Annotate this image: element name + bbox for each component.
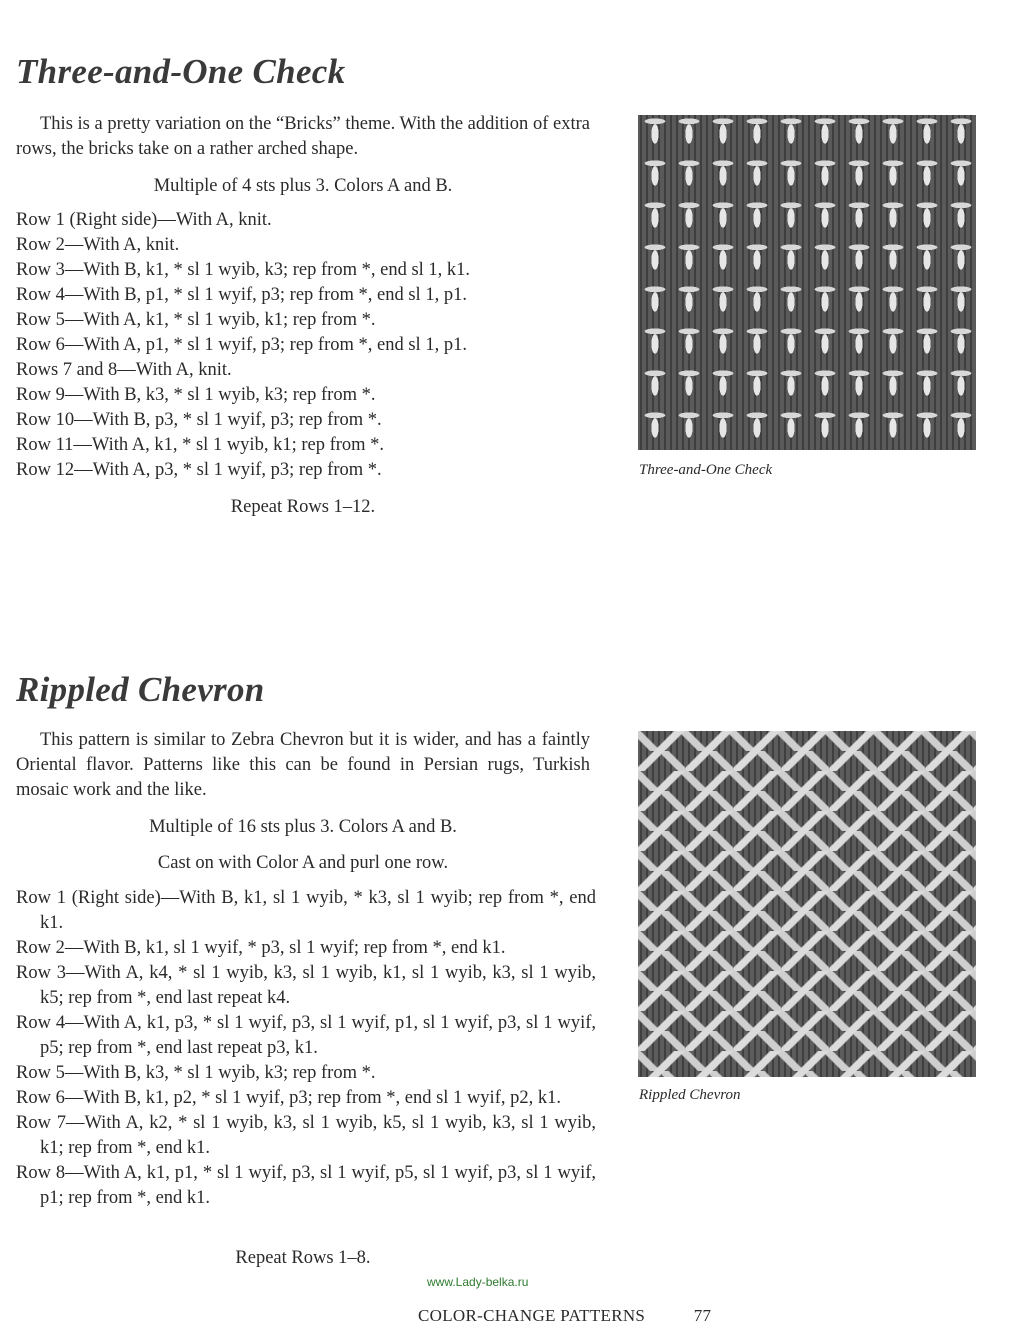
pattern-rows — [16, 886, 596, 1211]
pattern-title: Three-and-One Check — [16, 52, 346, 91]
row-instruction: Row 2—With A, knit. — [16, 235, 180, 255]
row-instruction: Row 3—With A, k4, * sl 1 wyib, k3, sl 1 wyib, k1, sl 1 wyib, k3, sl 1 wyib, k5; rep from *, end last repeat k4. — [16, 963, 596, 1008]
knit-swatch-photo — [638, 731, 976, 1077]
row-instruction: Row 2—With B, k1, sl 1 wyif, * p3, sl 1 wyif; rep from *, end k1. — [16, 938, 506, 958]
row-instruction: Row 8—With A, k1, p1, * sl 1 wyif, p3, sl 1 wyif, p5, sl 1 wyif, p3, sl 1 wyif, p1; rep from *, end k1. — [16, 1163, 596, 1208]
row-instruction: Row 5—With A, k1, * sl 1 wyib, k1; rep from *. — [16, 310, 376, 330]
pattern-repeat: Repeat Rows 1–12. — [230, 497, 376, 517]
row-instruction: Row 4—With B, p1, * sl 1 wyif, p3; rep from *, end sl 1, p1. — [16, 285, 467, 305]
row-instruction: Row 9—With B, k3, * sl 1 wyib, k3; rep from *. — [16, 385, 376, 405]
row-instruction: Row 11—With A, k1, * sl 1 wyib, k1; rep from *. — [16, 435, 385, 455]
pattern-cast-on: Cast on with Color A and purl one row. — [157, 853, 449, 873]
pattern-multiple: Multiple of 4 sts plus 3. Colors A and B. — [153, 176, 453, 196]
row-instruction: Row 10—With B, p3, * sl 1 wyif, p3; rep from *. — [16, 410, 382, 430]
knit-swatch-photo — [638, 115, 976, 450]
running-footer-section: COLOR-CHANGE PATTERNS — [418, 1306, 646, 1325]
row-instruction: Row 6—With B, k1, p2, * sl 1 wyif, p3; rep from *, end sl 1 wyif, p2, k1. — [16, 1088, 561, 1108]
swatch-caption: Rippled Chevron — [639, 1087, 741, 1103]
pattern-repeat: Repeat Rows 1–8. — [235, 1248, 371, 1268]
row-instruction: Row 1 (Right side)—With A, knit. — [16, 210, 272, 230]
row-instruction: Row 12—With A, p3, * sl 1 wyif, p3; rep from *. — [16, 460, 382, 480]
pattern-intro: This pattern is similar to Zebra Chevron but it is wider, and has a faintly Oriental flavor. Patterns like this can be found in Persian rugs, Turkish mosaic work and the like. — [16, 730, 590, 800]
page-number: 77 — [693, 1306, 712, 1325]
row-instruction: Row 7—With A, k2, * sl 1 wyib, k3, sl 1 wyib, k5, sl 1 wyib, k3, sl 1 wyib, k1; rep from *, end k1. — [16, 1113, 596, 1158]
watermark-link[interactable]: www.Lady-belka.ru — [427, 1275, 529, 1289]
row-instruction: Row 4—With A, k1, p3, * sl 1 wyif, p3, sl 1 wyif, p1, sl 1 wyif, p3, sl 1 wyif, p5; rep from *, end last repeat p3, k1. — [16, 1013, 596, 1058]
pattern-intro: This is a pretty variation on the “Bricks” theme. With the addition of extra rows, the bricks take on a rather arched shape. — [16, 114, 590, 159]
swatch-caption: Three-and-One Check — [639, 462, 773, 478]
pattern-rows — [16, 208, 596, 483]
row-instruction: Row 5—With B, k3, * sl 1 wyib, k3; rep from *. — [16, 1063, 376, 1083]
page-footer — [418, 1306, 711, 1326]
row-instruction: Row 3—With B, k1, * sl 1 wyib, k3; rep from *, end sl 1, k1. — [16, 260, 471, 280]
pattern-title: Rippled Chevron — [16, 670, 265, 709]
row-instruction: Row 6—With A, p1, * sl 1 wyif, p3; rep from *, end sl 1, p1. — [16, 335, 467, 355]
row-instruction: Rows 7 and 8—With A, knit. — [16, 360, 232, 380]
row-instruction: Row 1 (Right side)—With B, k1, sl 1 wyib, * k3, sl 1 wyib; rep from *, end k1. — [16, 888, 596, 933]
pattern-multiple: Multiple of 16 sts plus 3. Colors A and B. — [149, 817, 457, 837]
